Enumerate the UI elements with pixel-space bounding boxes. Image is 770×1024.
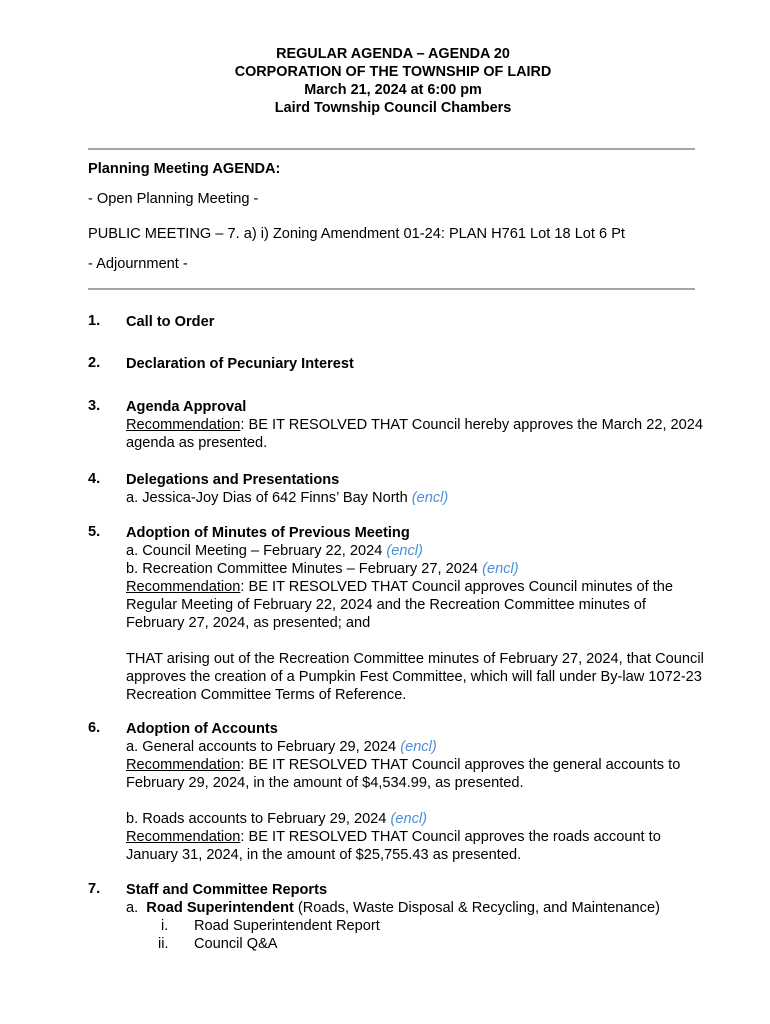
item-title: Adoption of Minutes of Previous Meeting: [126, 525, 410, 541]
enclosure-link[interactable]: (encl): [482, 561, 519, 577]
sub-item: a. Council Meeting – February 22, 2024 (encl): [126, 543, 423, 559]
recommendation: Recommendation: BE IT RESOLVED THAT Council approves the roads account to January 31, 2024, in the amount of $25,755.43 as presented.: [126, 829, 661, 863]
item-number: 1.: [88, 313, 101, 329]
item-number: 6.: [88, 720, 101, 736]
agenda-item-1: [126, 313, 706, 331]
sub-item: a. Jessica-Joy Dias of 642 Finns’ Bay North (encl): [126, 490, 449, 506]
planning-adjournment: - Adjournment -: [88, 256, 188, 272]
item-title: Call to Order: [126, 314, 215, 330]
item-title: Staff and Committee Reports: [126, 882, 328, 898]
recommendation: Recommendation: BE IT RESOLVED THAT Council approves the general accounts to February 29, 2024, in the amount of $4,534.99, as presented.: [126, 757, 681, 791]
planning-public-meeting: PUBLIC MEETING – 7. a) i) Zoning Amendment 01-24: PLAN H761 Lot 18 Lot 6 Pt: [88, 226, 625, 242]
recommendation: Recommendation: BE IT RESOLVED THAT Council approves Council minutes of the Regular Meeting of February 22, 2024 and the Recreation Committee minutes of February 27, 2024, as presented; and: [126, 579, 673, 631]
recommendation-label: Recommendation: [126, 579, 241, 595]
item-title: Adoption of Accounts: [126, 721, 278, 737]
resolution-paragraph: THAT arising out of the Recreation Committee minutes of February 27, 2024, that Council approves the creation of a Pumpkin Fest Committee, which will fall under By-law 1072-23 Recreation Committee Terms of Reference.: [126, 651, 704, 703]
sub-item: a. Road Superintendent (Roads, Waste Disposal & Recycling, and Maintenance): [126, 900, 660, 916]
agenda-item-6: [126, 720, 706, 864]
agenda-item-5: [126, 524, 706, 704]
recommendation-label: Recommendation: [126, 417, 241, 433]
agenda-item-3: [126, 398, 706, 452]
item-number: 3.: [88, 398, 101, 414]
divider-top: [88, 148, 695, 150]
agenda-item-2: [126, 355, 706, 373]
roman-numeral: i.: [161, 918, 169, 934]
recommendation: Recommendation: BE IT RESOLVED THAT Council hereby approves the March 22, 2024 agenda as presented.: [126, 417, 704, 451]
recommendation-label: Recommendation: [126, 757, 241, 773]
recommendation-label: Recommendation: [126, 829, 241, 845]
sub-sub-item: Road Superintendent Report: [194, 918, 380, 934]
enclosure-link[interactable]: (encl): [386, 543, 423, 559]
agenda-item-4: [126, 471, 706, 507]
sub-item: b. Recreation Committee Minutes – February 27, 2024 (encl): [126, 561, 519, 577]
sub-sub-item: Council Q&A: [194, 936, 278, 952]
sub-item: b. Roads accounts to February 29, 2024 (encl): [126, 811, 427, 827]
item-title: Agenda Approval: [126, 399, 247, 415]
item-number: 7.: [88, 881, 101, 897]
header-date: March 21, 2024 at 6:00 pm: [304, 82, 482, 98]
enclosure-link[interactable]: (encl): [411, 490, 449, 506]
header-location: Laird Township Council Chambers: [274, 100, 512, 116]
agenda-header: [0, 45, 770, 117]
planning-title: Planning Meeting AGENDA:: [88, 161, 281, 177]
sub-item: a. General accounts to February 29, 2024 (encl): [126, 739, 437, 755]
item-title: Delegations and Presentations: [126, 472, 340, 488]
roman-numeral: ii.: [158, 936, 169, 952]
header-corporation: CORPORATION OF THE TOWNSHIP OF LAIRD: [234, 64, 552, 80]
header-title: REGULAR AGENDA – AGENDA 20: [276, 46, 510, 62]
item-number: 2.: [88, 355, 101, 371]
planning-open: - Open Planning Meeting -: [88, 191, 259, 207]
enclosure-link[interactable]: (encl): [400, 739, 437, 755]
item-title: Declaration of Pecuniary Interest: [126, 356, 354, 372]
divider-bottom: [88, 288, 695, 290]
enclosure-link[interactable]: (encl): [390, 811, 427, 827]
agenda-item-7: [126, 881, 706, 917]
item-number: 4.: [88, 471, 101, 487]
item-number: 5.: [88, 524, 101, 540]
